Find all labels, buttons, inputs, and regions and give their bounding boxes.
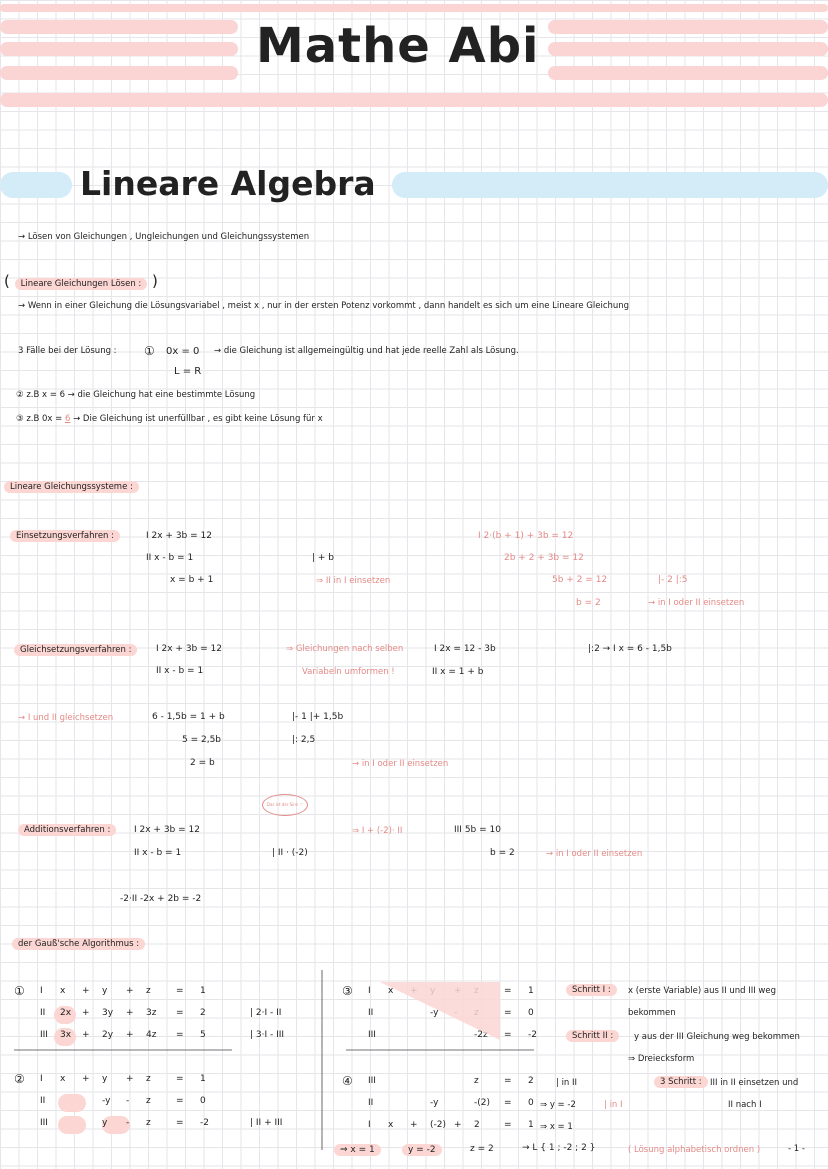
step1-text2: bekommen [628, 1008, 676, 1018]
gleich-s3-note: → in I oder II einsetzen [352, 759, 449, 769]
gauss-cell: | II + III [250, 1118, 283, 1128]
gauss-heading: der Gauß'sche Algorithmus : [12, 938, 145, 950]
gauss-cell: I [368, 986, 371, 996]
gauss-d-note4: ⇒ x = 1 [540, 1122, 573, 1132]
gauss-step-number: ④ [342, 1074, 353, 1088]
gauss-cell: + [82, 1008, 90, 1018]
page-title: Mathe Abi [256, 18, 540, 74]
gauss-cell: 0 [528, 1008, 534, 1018]
case1-solution: L = R [174, 366, 202, 377]
gauss-cell: III [368, 1030, 376, 1040]
case1-num: ① [144, 344, 155, 358]
gauss-step-number: ① [14, 984, 25, 998]
step3-label: 3 Schritt : [654, 1076, 708, 1088]
gauss-cell: III [368, 1076, 376, 1086]
gauss-cell: -(2) [474, 1098, 490, 1108]
gleich-note2: Variabeln umformen ! [302, 667, 395, 677]
gauss-cell: + [82, 1030, 90, 1040]
gauss-cell: I [40, 1074, 43, 1084]
gauss-cell: y [102, 986, 108, 996]
gauss-cell: + [410, 1120, 418, 1130]
gauss-cell: 3x [60, 1030, 72, 1040]
step2-text: y aus der III Gleichung weg bekommen [634, 1032, 800, 1042]
gauss-cell: z [146, 986, 151, 996]
gleich-line1: I 2x + 3b = 12 [156, 644, 222, 654]
gleich-line2: II x - b = 1 [156, 666, 204, 676]
gauss-cell: 1 [200, 1074, 206, 1084]
result-z: z = 2 [470, 1144, 494, 1154]
gauss-cell: III [40, 1118, 48, 1128]
gauss-cell: = [176, 1030, 184, 1040]
gauss-cell: 2y [102, 1030, 114, 1040]
gleich-label: Gleichsetzungsverfahren : [14, 644, 137, 656]
gauss-step-number: ② [14, 1072, 25, 1086]
gauss-cell: + [126, 986, 134, 996]
intro-text: → Lösen von Gleichungen , Ungleichungen und Gleichungssystemen [18, 232, 310, 242]
gauss-cell: II [368, 1008, 374, 1018]
gauss-cell: - [126, 1096, 130, 1106]
result-note: ( Lösung alphabetisch ordnen ) [628, 1145, 761, 1155]
gauss-cell: II [40, 1096, 46, 1106]
case3-text: ③ z.B 0x = 6 → Die Gleichung ist unerfüllbar , es gibt keine Lösung für x [16, 414, 323, 424]
gauss-cell: = [504, 986, 512, 996]
gauss-cell: = [176, 1074, 184, 1084]
add-r1: III 5b = 10 [454, 825, 501, 835]
gauss-cell: x [60, 1074, 66, 1084]
gleich-s1-note: |- 1 |+ 1,5b [292, 712, 344, 722]
page-number: - 1 - [788, 1144, 805, 1154]
gauss-cell: = [504, 1098, 512, 1108]
gauss-cell: = [504, 1008, 512, 1018]
einsetz-line2: II x - b = 1 [146, 553, 194, 563]
gleich-r1b: |:2 → I x = 6 - 1,5b [588, 644, 672, 654]
cases-label: 3 Fälle bei der Lösung : [18, 346, 117, 356]
einsetz-r3: 5b + 2 = 12 [552, 575, 608, 585]
add-line1: I 2x + 3b = 12 [134, 825, 200, 835]
einsetz-r4-note: → in I oder II einsetzen [648, 598, 745, 608]
gauss-cell: II [368, 1098, 374, 1108]
gauss-cell: = [176, 1008, 184, 1018]
gleich-note1: ⇒ Gleichungen nach selben [286, 644, 404, 654]
gauss-cell: = [176, 986, 184, 996]
gauss-cell: - [126, 1118, 130, 1128]
gauss-cell: 2x [60, 1008, 72, 1018]
gauss-cell: y [102, 1118, 108, 1128]
einsetz-r3-note: |- 2 |:5 [658, 575, 688, 585]
gauss-cell: 1 [528, 986, 534, 996]
case2-text: ② z.B x = 6 → die Gleichung hat eine bestimmte Lösung [16, 390, 256, 400]
gauss-cell: 0 [200, 1096, 206, 1106]
gleich-s2-note: |: 2,5 [292, 735, 316, 745]
gleich-s1: 6 - 1,5b = 1 + b [152, 712, 225, 722]
les-heading: Lineare Gleichungssysteme : [4, 481, 139, 493]
gauss-cell: + [454, 1120, 462, 1130]
add-line3: -2·II -2x + 2b = -2 [120, 894, 202, 904]
gauss-cell: + [82, 986, 90, 996]
gauss-cell: 2 [474, 1120, 480, 1130]
lin-eq-heading: ( Lineare Gleichungen Lösen : ) [4, 272, 158, 290]
einsetz-r2: 2b + 2 + 3b = 12 [504, 553, 584, 563]
gauss-cell: x [60, 986, 66, 996]
gauss-step-number: ③ [342, 984, 353, 998]
triangle-highlight [380, 982, 500, 1040]
einsetz-arrow: ⇒ II in I einsetzen [316, 576, 391, 586]
einsetz-r1: I 2·(b + 1) + 3b = 12 [478, 531, 574, 541]
gauss-cell: 3z [146, 1008, 157, 1018]
gauss-cell: (-2) [430, 1120, 446, 1130]
gauss-cell: z [146, 1096, 151, 1106]
result-set: → L { 1 ; -2 ; 2 } [522, 1143, 596, 1153]
gauss-cell: -2z [474, 1030, 488, 1040]
gauss-cell: I [368, 1120, 371, 1130]
gauss-cell: -2 [528, 1030, 537, 1040]
einsetz-line2-note: | + b [312, 553, 335, 563]
gleich-r1a: I 2x = 12 - 3b [434, 644, 496, 654]
gauss-cell: | 2·I - II [250, 1008, 282, 1018]
gauss-cell: -y [430, 1008, 439, 1018]
gleich-r2: II x = 1 + b [432, 667, 484, 677]
einsetz-line3: x = b + 1 [170, 575, 214, 585]
gauss-cell: = [176, 1096, 184, 1106]
gauss-d-note3: | in I [604, 1100, 623, 1110]
gauss-cell: -2 [200, 1118, 209, 1128]
gauss-cell: = [176, 1118, 184, 1128]
gleich-s2: 5 = 2,5b [182, 735, 222, 745]
gauss-cell: z [474, 1076, 479, 1086]
gauss-cell: 2 [528, 1076, 534, 1086]
step3-text2: II nach I [728, 1100, 762, 1110]
gauss-cell: 1 [528, 1120, 534, 1130]
gauss-cell: = [504, 1120, 512, 1130]
step1-label: Schritt I : [566, 984, 617, 996]
step2-text2: ⇒ Dreiecksform [628, 1054, 695, 1064]
gauss-cell: y [102, 1074, 108, 1084]
result-y: y = -2 [402, 1144, 442, 1156]
gauss-cell: II [40, 1008, 46, 1018]
add-line2-note: | II · (-2) [272, 848, 308, 858]
gauss-cell: + [126, 1074, 134, 1084]
result-x: ⇒ x = 1 [334, 1144, 381, 1156]
gauss-cell: = [504, 1076, 512, 1086]
gauss-cell: -y [430, 1098, 439, 1108]
case1-text: → die Gleichung ist allgemeingültig und hat jede reelle Zahl als Lösung. [214, 346, 519, 356]
gauss-cell: III [40, 1030, 48, 1040]
step1-text: x (erste Variable) aus II und III weg [628, 986, 777, 996]
add-r2-note: → in I oder II einsetzen [546, 849, 643, 859]
einsetz-label: Einsetzungsverfahren : [10, 530, 120, 542]
gauss-cell: 2 [200, 1008, 206, 1018]
gauss-cell: x [388, 1120, 394, 1130]
gauss-cell: + [82, 1074, 90, 1084]
gleich-side: → I und II gleichsetzen [18, 713, 114, 723]
gauss-cell: | 3·I - III [250, 1030, 285, 1040]
case1-equation: 0x = 0 [166, 346, 200, 357]
step3-text: III in II einsetzen und [710, 1078, 799, 1088]
gauss-cell: + [126, 1008, 134, 1018]
add-arrow: ⇒ I + (-2)· II [352, 826, 403, 836]
add-r2: b = 2 [490, 848, 515, 858]
gauss-cell: z [146, 1118, 151, 1128]
gauss-cell: I [40, 986, 43, 996]
gauss-cell: = [504, 1030, 512, 1040]
gauss-d-note2: ⇒ y = -2 [540, 1100, 576, 1110]
gauss-cell: + [126, 1030, 134, 1040]
gauss-cell: -y [102, 1096, 111, 1106]
section-title: Lineare Algebra [80, 164, 376, 203]
gauss-cell: x [388, 986, 394, 996]
gauss-cell: 3y [102, 1008, 114, 1018]
einsetz-line1: I 2x + 3b = 12 [146, 531, 212, 541]
step2-label: Schritt II : [566, 1030, 619, 1042]
gleich-s3: 2 = b [190, 758, 215, 768]
gauss-cell: 0 [528, 1098, 534, 1108]
einsetz-r4: b = 2 [576, 598, 601, 608]
gauss-cell: 5 [200, 1030, 206, 1040]
gauss-cell: z [146, 1074, 151, 1084]
add-line2: II x - b = 1 [134, 848, 182, 858]
lin-eq-definition: → Wenn in einer Gleichung die Lösungsvariabel , meist x , nur in der ersten Potenz vorkommt , dann handelt es sich um eine Lineare Gleichung [18, 301, 630, 311]
gauss-d-note1: | in II [556, 1078, 578, 1088]
note-sticker: Das ist der Sinn ♡ [262, 794, 308, 816]
add-label: Additionsverfahren : [18, 824, 116, 836]
gauss-cell: 1 [200, 986, 206, 996]
gauss-cell: 4z [146, 1030, 157, 1040]
